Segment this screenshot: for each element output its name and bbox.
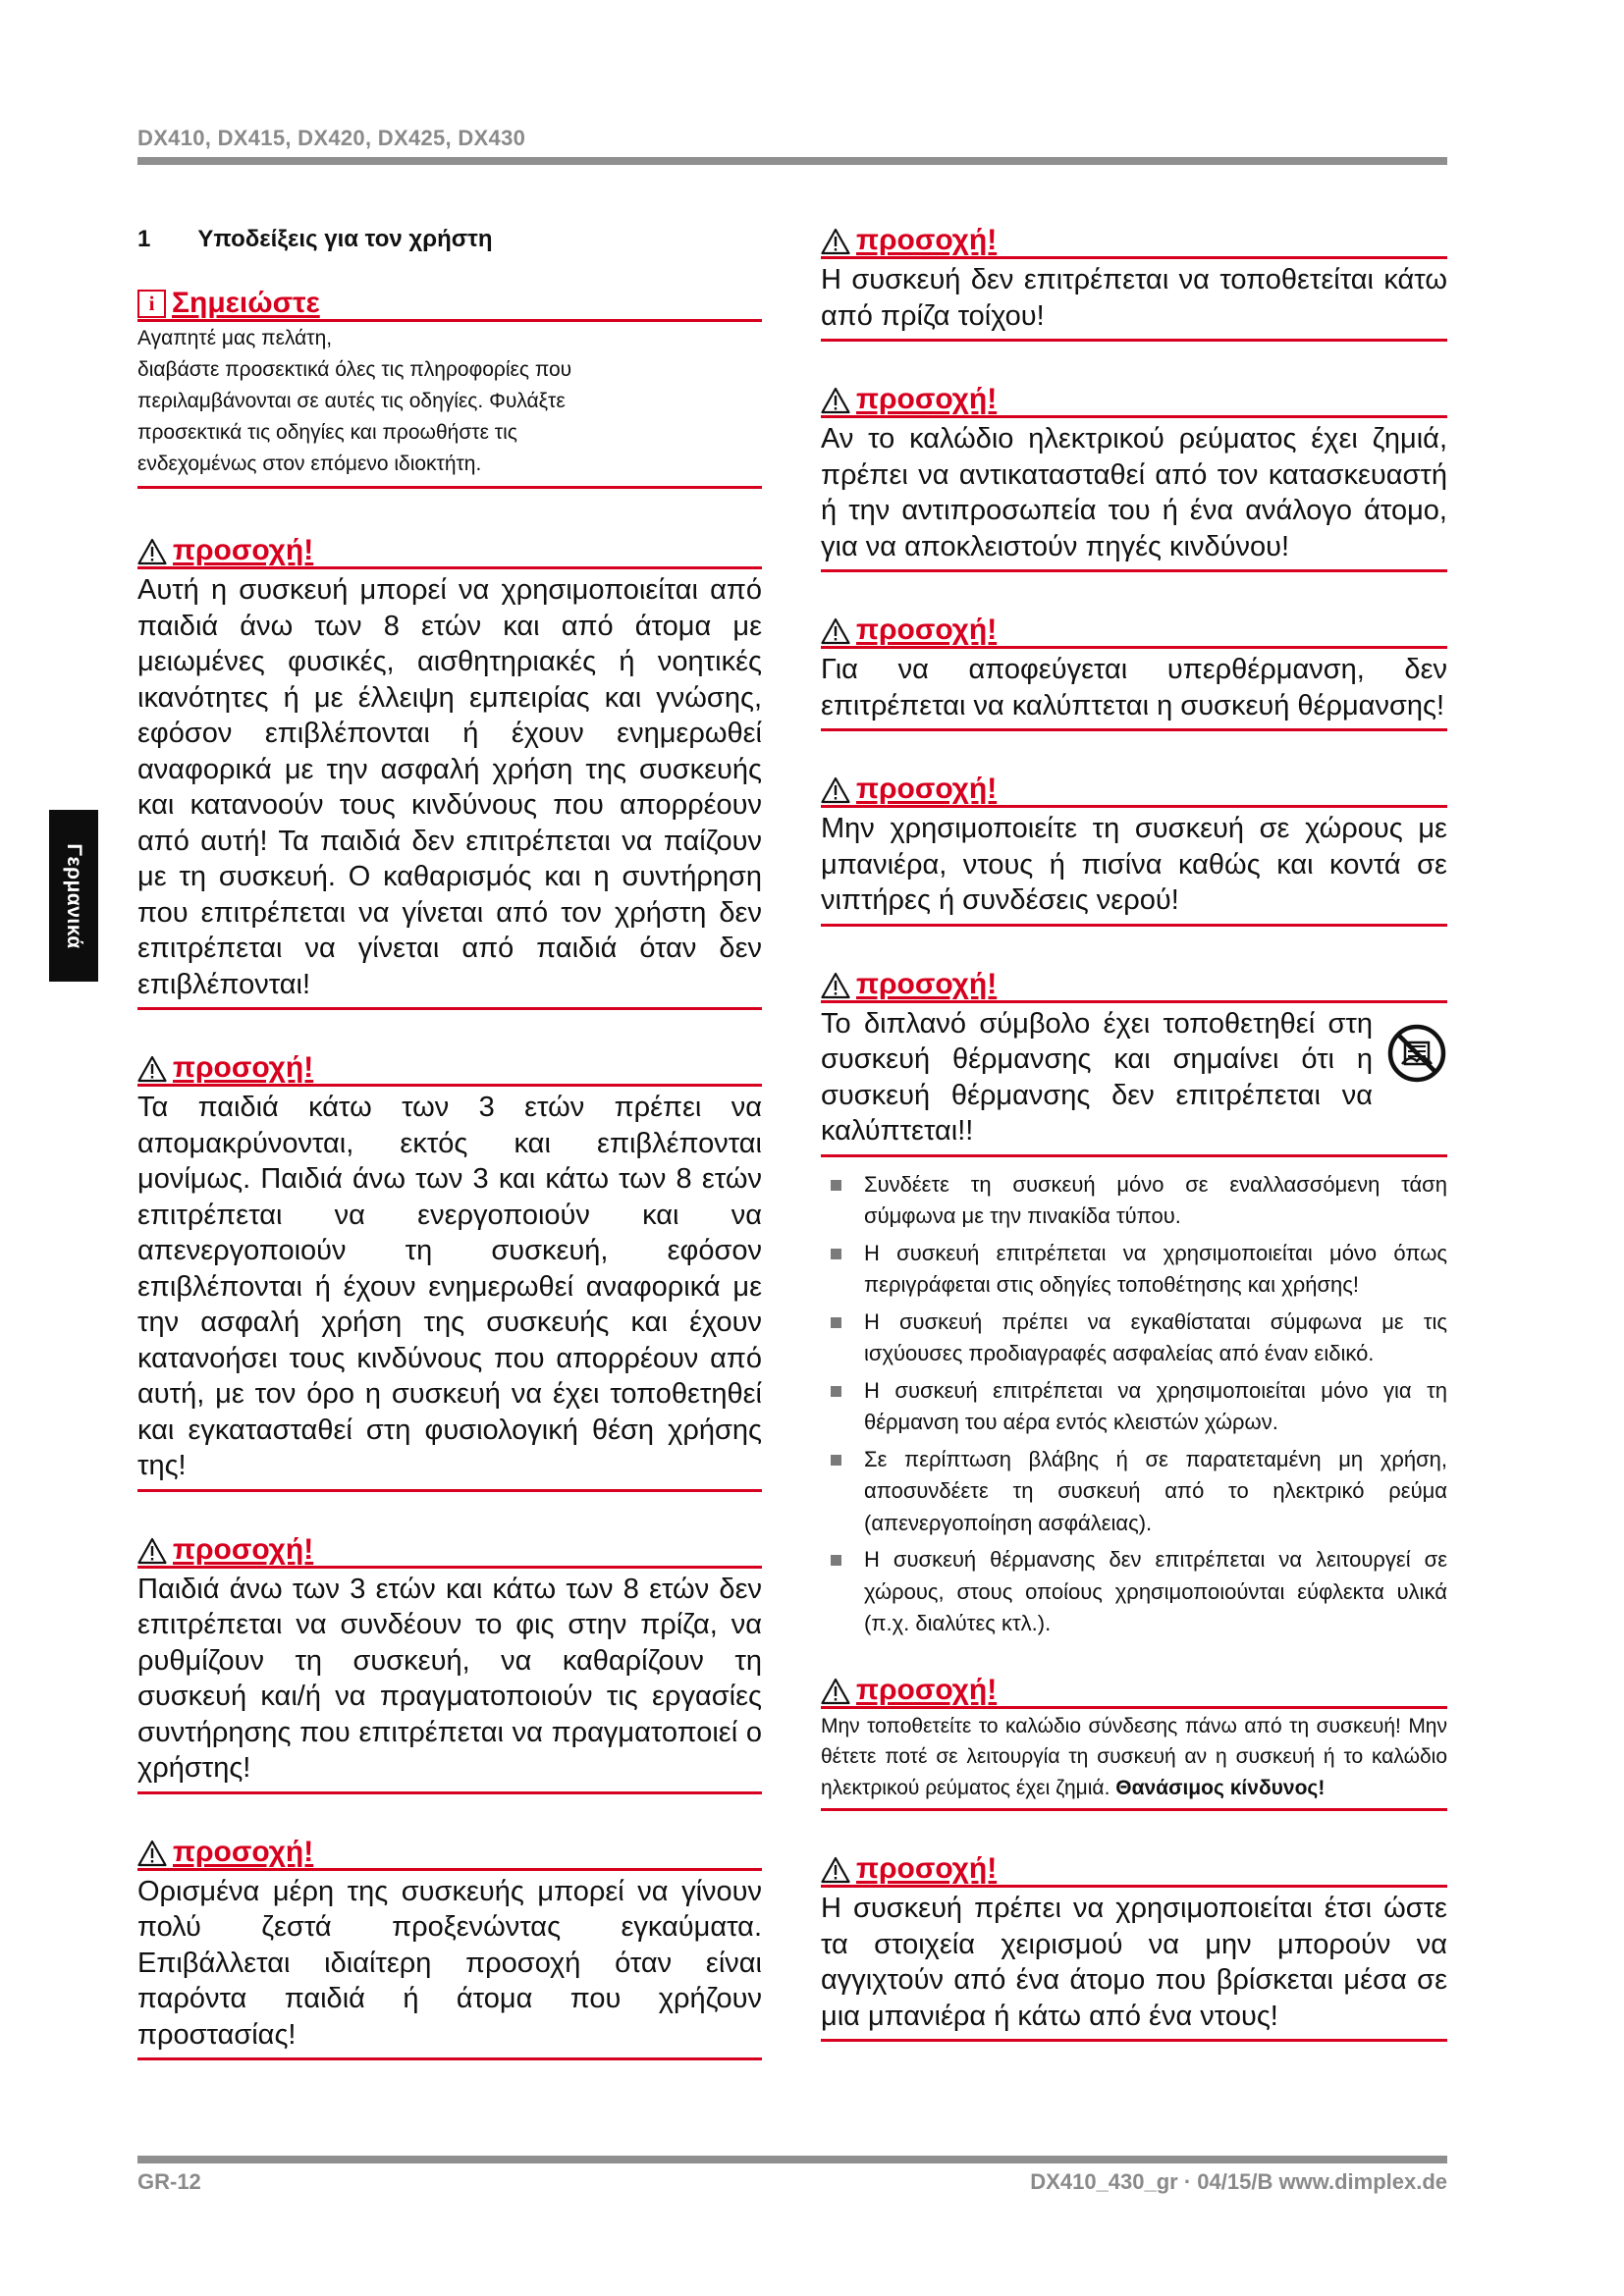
safety-bullet-list [821,1169,1447,1640]
warning-box-header [821,967,1447,1003]
right-column [821,226,1447,2042]
warning-triangle-icon [821,972,850,999]
warning-text: Ορισμένα μέρη της συσκευής μπορεί να γίνουν πολύ ζεστά προξενώντας εγκαύματα. Επιβάλλεται ιδιαίτερη προσοχή όταν είναι παρόντα παιδιά ή άτομα που χρήζουν προστασίας! [137,1875,762,2051]
warning-box [821,967,1447,1157]
warning-triangle-icon [821,617,850,645]
warning-label: προσοχή! [856,224,998,256]
warning-box [137,536,762,1010]
warning-label: προσοχή! [173,1532,314,1566]
warning-triangle-icon [137,1537,167,1565]
note-line: Αγαπητέ μας πελάτη, [137,327,333,349]
language-side-tab [49,810,98,982]
list-item: Η συσκευή επιτρέπεται να χρησιμοποιείται μόνο όπως περιγράφεται στις οδηγίες τοποθέτησης και χρήσης! [821,1238,1447,1302]
warning-text: Τα παιδιά κάτω των 3 ετών πρέπει να απομακρύνονται, εκτός και επιβλέπονται μονίμως. Παιδιά άνω των 3 και κάτω των 8 ετών επιτρέπεται να ενεργοποιούν και να απενεργοποιούν τη συσκευή, εφόσον επιβλέπονται ή έχουν ενημερωθεί αναφορικά με την ασφαλή χρήση της συσκευής και έχουν κατανοήσει τους κινδύνους που απορρέουν από αυτή, με τον όρο η συσκευή να έχει τοποθετηθεί και εγκατασταθεί στη φυσιολογική θέση χρήσης της! [137,1092,762,1481]
warning-box [821,385,1447,572]
cable-warning-text: Μην τοποθετείτε το καλώδιο σύνδεσης πάνω από τη συσκευή! Μην θέτετε ποτέ σε λειτουργία τη συσκευή αν η συσκευή ή το καλώδιο ηλεκτρικού ρεύματος έχει ζημιά. [821,1714,1447,1799]
warning-label: προσοχή! [173,1835,314,1868]
warning-text: Αν το καλώδιο ηλεκτρικού ρεύματος έχει ζημιά, πρέπει να αντικατασταθεί από τον κατασκευαστή ή την αντιπροσωπεία του ή ένα ανάλογο άτομο, για να αποκλειστούν πηγές κινδύνου! [821,423,1447,562]
note-body [137,323,762,480]
note-label: Σημειώστε [172,287,320,319]
warning-box [821,774,1447,927]
document-header-title: DX410, DX415, DX420, DX425, DX430 [137,126,526,150]
warning-triangle-icon [137,1840,167,1867]
warning-box-header [821,1673,1447,1709]
warning-label: προσοχή! [856,614,998,646]
symbol-row [821,1003,1447,1154]
warning-triangle-icon [821,387,850,414]
warning-label: προσοχή! [173,534,314,566]
list-item: Σε περίπτωση βλάβης ή σε παρατεταμένη μη χρήση, αποσυνδέετε τη συσκευή από το ηλεκτρικό ρεύμα (απενεργοποίηση ασφάλειας). [821,1444,1447,1540]
warning-label: προσοχή! [856,773,998,805]
warning-box-header [137,1835,762,1871]
list-item: Η συσκευή πρέπει να εγκαθίσταται σύμφωνα με τις ισχύουσες προδιαγραφές ασφαλείας από έναν ειδικό. [821,1307,1447,1370]
section-number: 1 [137,226,151,252]
list-item: Η συσκευή επιτρέπεται να χρησιμοποιείται μόνο για τη θέρμανση του αέρα εντός κλειστών χώρων. [821,1375,1447,1439]
warning-box-header [821,226,1447,259]
warning-label: προσοχή! [856,967,998,1000]
warning-box [137,1532,762,1794]
header-rule [137,157,1447,165]
footer-rule [137,2156,1447,2163]
warning-triangle-icon [821,1856,850,1884]
note-box [137,289,762,489]
warning-label: προσοχή! [856,1852,998,1885]
warning-triangle-icon [821,228,850,255]
warning-box-header [821,615,1447,649]
warning-triangle-icon [137,538,167,565]
warning-text: Για να αποφεύγεται υπερθέρμανση, δεν επιτρέπεται να καλύπτεται η συσκευή θέρμανσης! [821,654,1447,721]
footer-doc-reference: DX410_430_gr · 04/15/B www.dimplex.de [1030,2169,1447,2194]
note-line: προσεκτικά τις οδηγίες και προωθήστε τις [137,421,517,444]
info-icon: i [137,290,166,318]
warning-text: Το διπλανό σύμβολο έχει τοποθετηθεί στη συσκευή θέρμανσης και σημαίνει ότι η συσκευή θέρμανσης δεν επιτρέπεται να καλύπτεται!! [821,1007,1373,1147]
note-line: ενδεχομένως στον επόμενο ιδιοκτήτη. [137,453,482,475]
warning-text: Η συσκευή πρέπει να χρησιμοποιείται έτσι ώστε τα στοιχεία χειρισμού να μην μπορούν να αγγιχτούν από ένα άτομο που βρίσκεται μέσα σε μια μπανιέρα ή κάτω από ένα ντους! [821,1893,1447,2032]
list-item: Η συσκευή θέρμανσης δεν επιτρέπεται να λειτουργεί σε χώρους, στους οποίους χρησιμοποιούνται εύφλεκτα υλικά (π.χ. διαλύτες κτλ.). [821,1544,1447,1640]
language-side-tab-label: Γερμανικά [63,842,85,949]
warning-triangle-icon [821,776,850,804]
warning-box-cable [821,1673,1447,1812]
warning-text [821,1711,1447,1804]
warning-box-header [137,1532,762,1569]
warning-triangle-icon [137,1055,167,1083]
note-line: διαβάστε προσεκτικά όλες τις πληροφορίες που [137,358,572,381]
warning-text: Αυτή η συσκευή μπορεί να χρησιμοποιείται από παιδιά άνω των 8 ετών και από άτομα με μειωμένες φυσικές, αισθητηριακές ή νοητικές ικανότητες ή με έλλειψη εμπειρίας και γνώσης, εφόσον επιβλέπονται ή έχουν ενημερωθεί αναφορικά με την ασφαλή χρήση της συσκευής και κατανοούν τους κινδύνους που απορρέουν από αυτή! Τα παιδιά δεν επιτρέπεται να παίζουν με τη συσκευή. Ο καθαρισμός και η συντήρηση που επιτρέπεται να γίνεται από τον χρήστη δεν επιτρέπεται να γίνεται από παιδιά όταν δεν επιβλέπονται! [137,574,762,1000]
list-item: Συνδέετε τη συσκευή μόνο σε εναλλασσόμενη τάση σύμφωνα με την πινακίδα τύπου. [821,1169,1447,1233]
section-heading [137,226,762,253]
warning-box [821,226,1447,342]
warning-box-header [137,536,762,569]
warning-box-header [821,385,1447,418]
left-column [137,226,762,2060]
warning-box [137,1835,762,2061]
warning-box-bath [821,1854,1447,2042]
warning-box-header [137,1053,762,1087]
warning-label: προσοχή! [856,1673,998,1706]
warning-text: Μην χρησιμοποιείτε τη συσκευή σε χώρους με μπανιέρα, ντους ή πισίνα καθώς και κοντά σε νιπτήρες ή συνδέσεις νερού! [821,813,1447,916]
warning-label: προσοχή! [173,1051,314,1084]
note-box-header [137,289,762,322]
warning-box-header [821,774,1447,808]
warning-text: Η συσκευή δεν επιτρέπεται να τοποθετείται κάτω από πρίζα τοίχου! [821,264,1447,332]
warning-label: προσοχή! [856,383,998,415]
page-number: GR-12 [137,2169,201,2194]
warning-box [821,615,1447,731]
danger-text: Θανάσιμος κίνδυνος! [1115,1776,1326,1799]
warning-box-header [821,1854,1447,1888]
warning-triangle-icon [821,1678,850,1705]
note-line: περιλαμβάνονται σε αυτές τις οδηγίες. Φυλάξτε [137,390,566,412]
warning-text: Παιδιά άνω των 3 ετών και κάτω των 8 ετών δεν επιτρέπεται να συνδέουν το φις στην πρίζα, να ρυθμίζουν τη συσκευή, να καθαρίζουν τη συσκευή και/ή να πραγματοποιούν τις εργασίες συντήρησης που επιτρέπεται να πραγματοποιεί ο χρήστης! [137,1573,762,1784]
warning-box [137,1053,762,1492]
do-not-cover-symbol-icon [1386,1023,1447,1084]
section-title: Υποδείξεις για τον χρήστη [197,226,493,252]
